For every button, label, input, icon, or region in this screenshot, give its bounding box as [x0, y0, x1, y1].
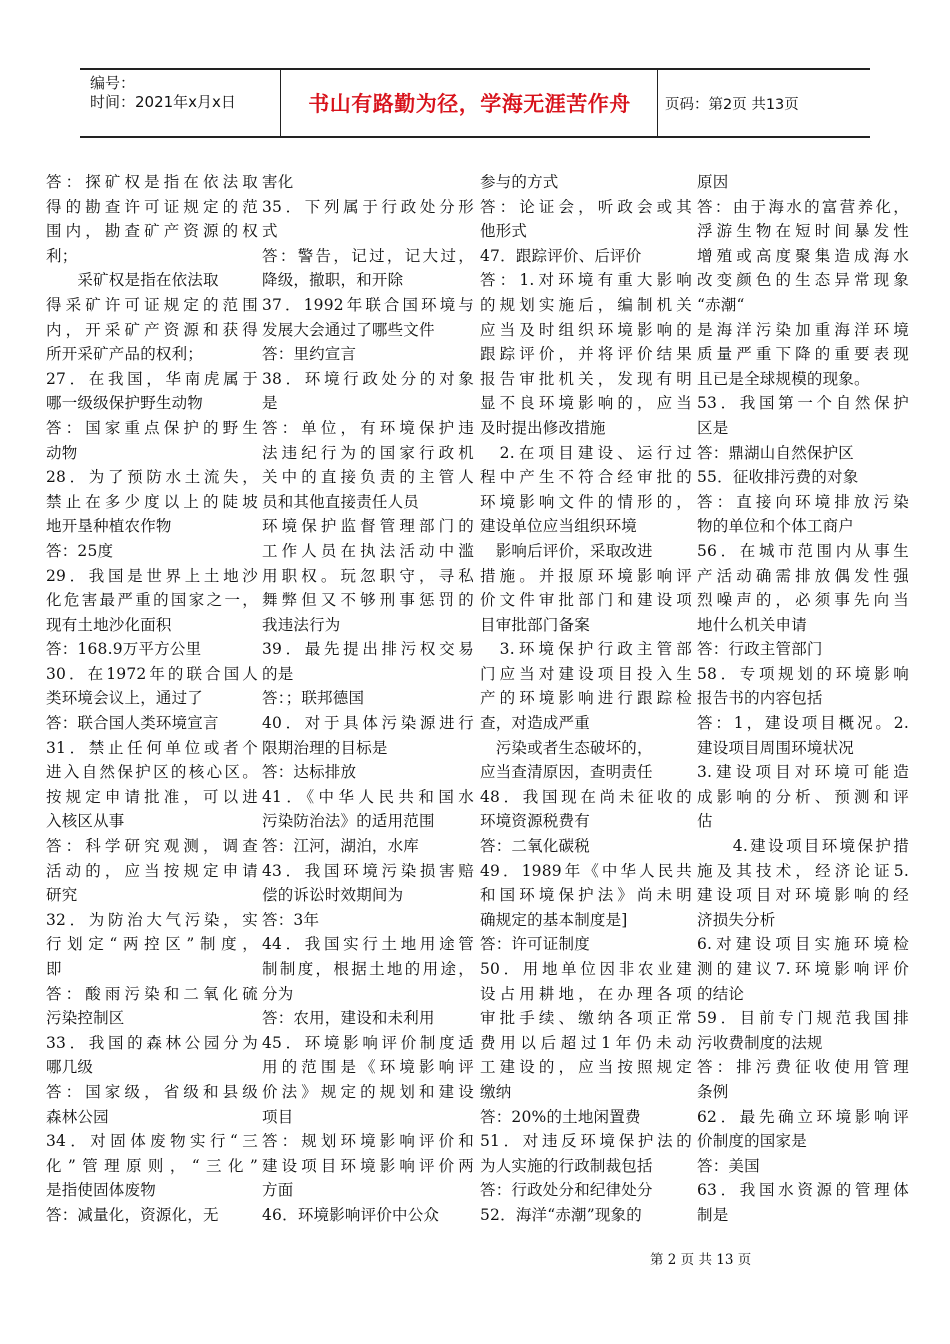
text-line: 式	[262, 222, 278, 241]
text-line: 缴纳	[480, 1082, 512, 1101]
text-line: 所开采矿产品的权利；	[46, 345, 204, 364]
text-line: 参与的方式	[480, 173, 559, 191]
text-line: 制制度，根据土地的用途，	[262, 960, 474, 978]
document-code: 编号：	[90, 74, 136, 92]
page-header	[80, 68, 870, 138]
text-line: 答：25度	[46, 541, 114, 560]
text-line: 50．用地单位因非农业建	[480, 960, 692, 978]
text-line: 降级，撤职，和开除	[262, 271, 404, 290]
text-line: 30．在1972年的联合国人	[46, 664, 258, 683]
text-line: 53．我国第一个自然保护	[697, 394, 909, 413]
text-line: 答：科学研究观测，调查	[46, 837, 258, 856]
text-line: 的是	[262, 664, 294, 683]
text-line: 禁止在多少度以上的陡坡	[46, 492, 258, 511]
header-meta	[80, 70, 281, 136]
text-line: 的结论	[697, 984, 745, 1003]
text-line: 答：达标排放	[262, 763, 357, 782]
text-line: 物的单位和个体工商户	[697, 517, 855, 536]
text-line: 动物	[46, 443, 78, 462]
text-line: 确规定的基本制度是]	[480, 910, 628, 929]
text-line: 研究	[46, 886, 78, 905]
text-line: 3.建设项目对环境可能造	[697, 763, 909, 782]
text-line: 偿的诉讼时效期间为	[262, 886, 404, 905]
text-line: 环境资源税费有	[480, 812, 590, 831]
text-line: 门应当对建设项目投入生	[480, 664, 692, 683]
text-line: 现有土地沙化面积	[46, 615, 172, 634]
text-line: 质量严重下降的重要表现	[697, 345, 909, 364]
text-line: 成影响的分析、预测和评	[697, 787, 909, 806]
text-line: 55．征收排污费的对象	[697, 468, 859, 487]
text-line: 答：直接向环境排放污染	[697, 492, 909, 511]
text-line: 62．最先确立环境影响评	[697, 1107, 909, 1126]
text-line: 得的勘查许可证规定的范	[46, 197, 258, 216]
text-line: 措施。并报原环境影响评	[480, 566, 692, 585]
text-line: 费用以后超过1年仍未动	[480, 1033, 692, 1052]
text-line: 35．下列属于行政处分形	[262, 197, 474, 216]
text-line: 内，开采矿产资源和获得	[46, 320, 258, 339]
text-line: 和国环境保护法》尚未明	[480, 886, 692, 905]
text-line: 34．对固体废物实行“三	[46, 1132, 258, 1151]
text-line: 63．我国水资源的管理体	[697, 1181, 909, 1200]
text-line: 区是	[697, 418, 729, 437]
text-line: 48．我国现在尚未征收的	[480, 787, 692, 806]
text-line: 价法》规定的规划和建设	[262, 1082, 474, 1101]
text-line: 应当查清原因，查明责任	[480, 763, 653, 782]
text-line: 答：农用，建设和未利用	[262, 1009, 435, 1028]
text-line: 围内，勘查矿产资源的权	[46, 222, 258, 241]
text-line: 目审批部门备案	[480, 615, 590, 634]
text-line: 产活动确需排放偶发性强	[697, 566, 909, 585]
text-line: 答：规划环境影响评价和	[262, 1132, 474, 1151]
text-line: 37．1992年联合国环境与	[262, 295, 474, 314]
text-line: 化危害最严重的国家之一，	[46, 591, 258, 610]
text-line: 是海洋污染加重海洋环境	[697, 320, 909, 339]
text-line: 51．对违反环境保护法的	[480, 1132, 692, 1151]
text-line: 答：排污费征收使用管理	[697, 1058, 909, 1077]
text-line: 污染控制区	[46, 1009, 125, 1028]
text-line: 答：3年	[262, 910, 320, 929]
header-motto-cell	[282, 70, 658, 136]
text-line: 是指使固体废物	[46, 1181, 156, 1200]
text-line: 污收费制度的法规	[697, 1033, 823, 1052]
text-line: 用职权。玩忽职守，寻私	[262, 566, 474, 585]
text-line: 活动的，应当按规定申请	[46, 861, 258, 880]
text-line: 即	[46, 960, 62, 978]
text-line: 58．专项规划的环境影响	[697, 664, 909, 683]
text-line: 的规划实施后，编制机关	[480, 295, 692, 314]
text-line: 答：168.9万平方公里	[46, 640, 202, 659]
text-line: 应当及时组织环境影响的	[480, 320, 692, 339]
text-line: 他形式	[480, 222, 528, 241]
text-line: 建设项目周围环境状况	[697, 738, 855, 757]
header-page-info: 页码：第2页 共13页	[665, 96, 799, 113]
text-line: 答：20%的土地闲置费	[480, 1107, 641, 1126]
text-line: 建设项目环境影响评价两	[262, 1156, 474, 1175]
text-line: 法违纪行为的国家行政机	[262, 443, 474, 462]
text-line: 44．我国实行土地用途管	[262, 935, 474, 954]
text-line: 56．在城市范围内从事生	[697, 541, 909, 560]
text-line: 森林公园	[46, 1107, 109, 1126]
text-line: 2.在项目建设、运行过	[480, 443, 692, 462]
text-line: 地开垦种植农作物	[46, 517, 172, 536]
text-line: 舞弊但又不够刑事惩罚的	[262, 591, 474, 610]
text-line: 4.建设项目环境保护措	[697, 837, 909, 856]
text-line: 浮游生物在短时间暴发性	[697, 222, 909, 241]
text-line: 增殖或高度聚集造成海水	[697, 246, 909, 265]
text-line: 报告审批机关，发现有明	[480, 369, 692, 388]
text-line: 入核区从事	[46, 812, 125, 831]
text-column-1	[46, 170, 258, 1228]
text-line: 施及其技术，经济论证5.	[697, 861, 909, 880]
text-line: 40．对于具体污染源进行	[262, 714, 474, 733]
text-line: 项目	[262, 1107, 294, 1126]
text-line: 利；	[46, 246, 78, 265]
text-line: 及时提出修改措施	[480, 418, 606, 437]
text-line: 45．环境影响评价制度适	[262, 1033, 474, 1052]
text-line: 我违法行为	[262, 615, 341, 634]
text-line: “赤潮“	[697, 295, 745, 314]
text-line: 39．最先提出排污权交易	[262, 640, 474, 659]
text-line: 进入自然保护区的核心区。	[46, 763, 258, 782]
text-line: 条例	[697, 1082, 729, 1101]
text-line: 且已是全球规模的现象。	[697, 369, 870, 388]
text-line: 为人实施的行政制裁包括	[480, 1156, 653, 1175]
text-line: 测的建议7.环境影响评价	[697, 960, 909, 978]
text-line: 污染或者生态破坏的，	[480, 738, 653, 757]
text-line: 答：论证会，听政会或其	[480, 197, 692, 216]
text-line: 用的范围是《环境影响评	[262, 1058, 474, 1077]
text-line: 制是	[697, 1205, 729, 1224]
text-line: 类环境会议上，通过了	[46, 689, 204, 708]
text-line: 38．环境行政处分的对象	[262, 369, 474, 388]
text-line: 济损失分析	[697, 910, 776, 929]
text-line: 设占用耕地，在办理各项	[480, 984, 692, 1003]
text-line: 员和其他直接责任人员	[262, 492, 420, 511]
text-line: 答：联合国人类环境宣言	[46, 714, 219, 733]
text-line: 工作人员在执法活动中滥	[262, 541, 474, 560]
text-line: 显不良环境影响的，应当	[480, 394, 692, 413]
text-line: 答：减量化，资源化，无	[46, 1205, 219, 1224]
text-line: 答：国家重点保护的野生	[46, 418, 258, 437]
text-line: 分为	[262, 984, 294, 1003]
text-column-4	[697, 170, 909, 1228]
text-line: 改变颜色的生态异常现象	[697, 271, 909, 290]
text-line: 方面	[262, 1181, 294, 1200]
text-column-2	[262, 170, 474, 1228]
text-line: 31．禁止任何单位或者个	[46, 738, 258, 757]
text-line: 答：由于海水的富营养化，	[697, 197, 909, 216]
text-line: 哪一级级保护野生动物	[46, 394, 204, 413]
text-line: 害化	[262, 173, 294, 191]
header-page-cell	[659, 70, 870, 136]
text-line: 27．在我国，华南虎属于	[46, 369, 258, 388]
text-line: 答：行政主管部门	[697, 640, 823, 659]
text-line: 28．为了预防水土流失，	[46, 468, 258, 487]
text-line: 答：探矿权是指在依法取	[46, 173, 258, 191]
text-line: 6.对建设项目实施环境检	[697, 935, 909, 954]
text-line: 32．为防治大气污染，实	[46, 910, 258, 929]
text-line: 估	[697, 812, 713, 831]
text-line: 47．跟踪评价、后评价	[480, 246, 642, 265]
document-date: 时间：2021年x月x日	[90, 93, 236, 111]
text-column-3	[480, 170, 692, 1228]
text-line: 答：行政处分和纪律处分	[480, 1181, 653, 1200]
text-line: 原因	[697, 173, 729, 191]
text-line: 是	[262, 394, 278, 413]
text-line: 影响后评价，采取改进	[480, 541, 653, 560]
text-line: 答：国家级，省级和县级	[46, 1082, 258, 1101]
text-line: 29．我国是世界上土地沙	[46, 566, 258, 585]
text-line: 发展大会通过了哪些文件	[262, 320, 435, 339]
text-line: 43．我国环境污染损害赔	[262, 861, 474, 880]
text-line: 59．目前专门规范我国排	[697, 1009, 909, 1028]
text-line: 41．《中华人民共和国水	[262, 787, 474, 806]
text-line: 建设单位应当组织环境	[480, 517, 638, 536]
page-footer: 第 2 页 共 13 页	[650, 1252, 752, 1268]
text-line: 答：1.对环境有重大影响	[480, 271, 692, 290]
text-line: 审批手续、缴纳各项正常	[480, 1009, 692, 1028]
text-line: 采矿权是指在依法取	[46, 271, 219, 290]
text-line: 答：江河，湖泊，水库	[262, 837, 420, 856]
text-line: 查，对造成严重	[480, 714, 590, 733]
text-line: 33．我国的森林公园分为	[46, 1033, 258, 1052]
text-line: 环境影响文件的情形的，	[480, 492, 692, 511]
text-line: 价文件审批部门和建设项	[480, 591, 692, 610]
text-line: 烈噪声的，必须事先向当	[697, 591, 909, 610]
text-line: 答：单位，有环境保护违	[262, 418, 474, 437]
text-line: 环境保护监督管理部门的	[262, 517, 474, 536]
text-line: 建设项目对环境影响的经	[697, 886, 909, 905]
text-line: 答：鼎湖山自然保护区	[697, 443, 855, 462]
text-line: 得采矿许可证规定的范围	[46, 295, 258, 314]
text-line: 工建设的，应当按照规定	[480, 1058, 692, 1077]
text-line: 地什么机关申请	[697, 615, 807, 634]
text-line: 答：美国	[697, 1156, 760, 1175]
text-line: 3.环境保护行政主管部	[480, 640, 692, 659]
text-line: 哪几级	[46, 1058, 94, 1077]
text-line: 答：1，建设项目概况。2.	[697, 714, 909, 733]
text-line: 52．海洋“赤潮”现象的	[480, 1205, 642, 1224]
text-line: 价制度的国家是	[697, 1132, 807, 1151]
text-line: 程中产生不符合经审批的	[480, 468, 692, 487]
text-line: 答：警告，记过，记大过，	[262, 246, 474, 265]
header-motto: 书山有路勤为径，学海无涯苦作舟	[308, 92, 631, 116]
text-line: 跟踪评价，并将评价结果	[480, 345, 692, 364]
text-line: 产的环境影响进行跟踪检	[480, 689, 692, 708]
text-line: 答：；联邦德国	[262, 689, 365, 708]
text-line: 答：许可证制度	[480, 935, 590, 954]
text-line: 46．环境影响评价中公众	[262, 1205, 440, 1224]
text-line: 报告书的内容包括	[697, 689, 823, 708]
text-line: 49．1989年《中华人民共	[480, 861, 692, 880]
text-line: 关中的直接负责的主管人	[262, 468, 474, 487]
text-line: 化”管理原则，“三化”	[46, 1156, 258, 1175]
text-line: 限期治理的目标是	[262, 738, 388, 757]
text-line: 答：酸雨污染和二氧化硫	[46, 984, 258, 1003]
text-line: 按规定申请批准，可以进	[46, 787, 258, 806]
text-line: 污染防治法》的适用范围	[262, 812, 435, 831]
text-line: 答：里约宣言	[262, 345, 357, 364]
text-line: 行划定“两控区”制度，	[46, 935, 258, 954]
text-line: 答：二氧化碳税	[480, 837, 590, 856]
